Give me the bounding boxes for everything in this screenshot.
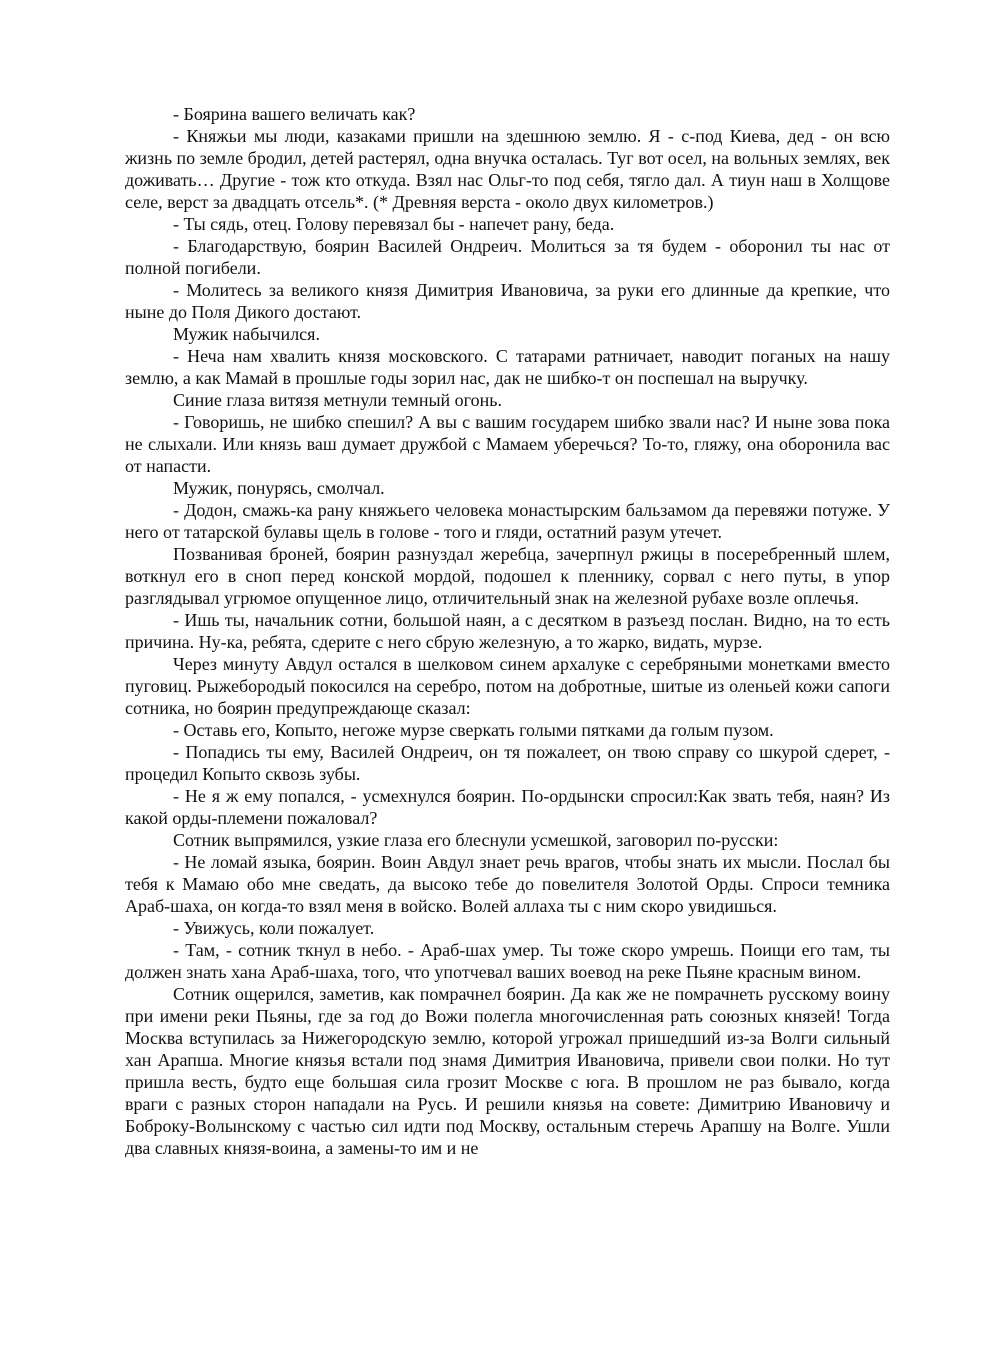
paragraph: Позванивая броней, боярин разнуздал жеребца, зачерпнул ржицы в посеребренный шлем, воткнул его в сноп перед конской мордой, подошел к пленнику, сорвал с него путы, в упор разглядывал угрюмое опущенное лицо, отличительный знак на железной рубахе возле оплечья. — [125, 544, 890, 608]
paragraph: - Додон, смажь-ка рану княжьего человека монастырским бальзамом да перевяжи потуже. У него от татарской булавы щель в голове - того и гляди, остатний разум утечет. — [125, 500, 890, 542]
paragraph: Мужик набычился. — [173, 324, 320, 344]
paragraph: Мужик, понурясь, смолчал. — [173, 478, 385, 498]
paragraph: - Оставь его, Копыто, негоже мурзе сверкать голыми пятками да голым пузом. — [173, 720, 774, 740]
paragraph: - Ишь ты, начальник сотни, большой наян, а с десятком в разъезд послан. Видно, на то есть причина. Ну-ка, ребята, сдерите с него сбрую железную, а то жарко, видать, мурзе. — [125, 610, 890, 652]
paragraph: - Благодарствую, боярин Василей Ондреич. Молиться за тя будем - оборонил ты нас от полной погибели. — [125, 236, 890, 278]
paragraph: Синие глаза витязя метнули темный огонь. — [173, 390, 502, 410]
paragraph: Сотник ощерился, заметив, как помрачнел боярин. Да как же не помрачнеть русскому воину при имени реки Пьяны, где за год до Вожи полегла многочисленная рать союзных князей! Тогда Москва вступилась за Нижегородскую землю, которой угрожал пришедший из-за Волги сильный хан Арапша. Многие князья встали под знамя Димитрия Ивановича, привели свои полки. Но тут пришла весть, будто еще большая сила грозит Москве с юга. В прошлом не раз бывало, когда враги с разных сторон нападали на Русь. И решили князья на совете: Димитрию Ивановичу и Боброку-Волынскому с частью сил идти под Москву, остальным стеречь Арапшу на Волге. Ушли два славных князя-воина, а замены-то им и не — [125, 984, 890, 1158]
paragraph: - Там, - сотник ткнул в небо. - Араб-шах умер. Ты тоже скоро умрешь. Поищи его там, ты должен знать хана Араб-шаха, того, что употчевал ваших воевод на реке Пьяне красным вином. — [125, 940, 890, 982]
paragraph: Сотник выпрямился, узкие глаза его блеснули усмешкой, заговорил по-русски: — [173, 830, 779, 850]
paragraph: - Говоришь, не шибко спешил? А вы с вашим государем шибко звали нас? И ныне зова пока не слыхали. Или князь ваш думает дружбой с Мамаем уберечься? То-то, гляжу, она оборонила вас от напасти. — [125, 412, 890, 476]
paragraph: - Боярина вашего величать как? — [173, 104, 416, 124]
paragraph: - Попадись ты ему, Василей Ондреич, он тя пожалеет, он твою справу со шкурой сдерет, - процедил Копыто сквозь зубы. — [125, 742, 890, 784]
paragraph: - Не ломай языка, боярин. Воин Авдул знает речь врагов, чтобы знать их мысли. Послал бы тебя к Мамаю обо мне сведать, да высоко тебе до повелителя Золотой Орды. Спроси темника Араб-шаха, он когда-то взял меня в войско. Волей аллаха ты с ним скоро увидишься. — [125, 852, 890, 916]
paragraph: - Княжьи мы люди, казаками пришли на здешнюю землю. Я - с-под Киева, дед - он всю жизнь по земле бродил, детей растерял, одна внучка осталась. Туг вот осел, на вольных землях, век доживать… Другие - тож кто откуда. Взял нас Ольг-то под себя, тягло дал. А тиун наш в Холщове селе, верст за двадцать отсель*. (* Древняя верста - около двух километров.) — [125, 126, 890, 212]
document-page — [125, 103, 890, 1159]
paragraph: - Неча нам хвалить князя московского. С татарами ратничает, наводит поганых на нашу землю, а как Мамай в прошлые годы зорил нас, дак не шибко-т он поспешал на выручку. — [125, 346, 890, 388]
paragraph: - Увижусь, коли пожалует. — [173, 918, 375, 938]
paragraph: - Не я ж ему попался, - усмехнулся боярин. По-ордынски спросил:Как звать тебя, наян? Из какой орды-племени пожаловал? — [125, 786, 890, 828]
paragraph: - Молитесь за великого князя Димитрия Ивановича, за руки его длинные да крепкие, что ныне до Поля Дикого достают. — [125, 280, 890, 322]
paragraph: Через минуту Авдул остался в шелковом синем архалуке с серебряными монетками вместо пуговиц. Рыжебородый покосился на серебро, потом на добротные, шитые из оленьей кожи сапоги сотника, но боярин предупреждающе сказал: — [125, 654, 890, 718]
paragraph: - Ты сядь, отец. Голову перевязал бы - напечет рану, беда. — [173, 214, 615, 234]
